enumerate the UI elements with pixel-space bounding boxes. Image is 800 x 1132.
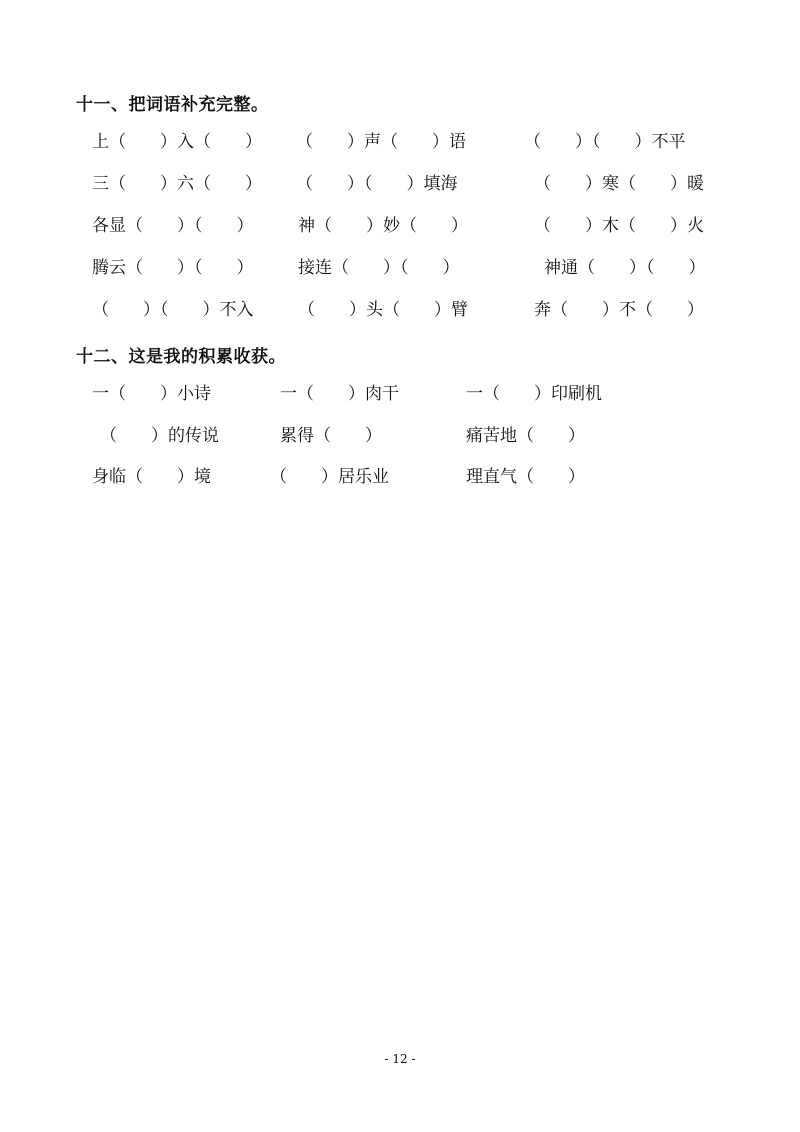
s12-r1-c2: 一（ ）肉干 [280, 384, 399, 404]
s11-r5-c2: （ ）头（ ）臂 [298, 300, 468, 320]
s11-r5-c3: 奔（ ）不（ ） [534, 300, 704, 320]
s11-r1-c1: 上（ ）入（ ） [92, 132, 262, 152]
s12-r3-c1: 身临（ ）境 [92, 467, 211, 487]
s12-r2-c3: 痛苦地（ ） [466, 426, 585, 446]
section-12-title: 十二、这是我的积累收获。 [76, 347, 286, 367]
s11-r2-c2: （ ）（ ）填海 [296, 174, 458, 194]
s11-r4-c3: 神通（ ）（ ） [544, 258, 706, 278]
s11-r2-c3: （ ）寒（ ）暖 [534, 174, 704, 194]
s11-r3-c3: （ ）木（ ）火 [534, 216, 704, 236]
s12-r1-c3: 一（ ）印刷机 [466, 384, 602, 404]
s12-r2-c1: （ ）的传说 [100, 426, 219, 446]
s12-r3-c2: （ ）居乐业 [270, 467, 389, 487]
s11-r2-c1: 三（ ）六（ ） [92, 174, 262, 194]
s11-r4-c2: 接连（ ）（ ） [298, 258, 460, 278]
s11-r5-c1: （ ）（ ）不入 [92, 300, 254, 320]
s11-r3-c2: 神（ ）妙（ ） [298, 216, 468, 236]
s11-r1-c3: （ ）（ ）不平 [524, 132, 686, 152]
s11-r3-c1: 各显（ ）（ ） [92, 216, 254, 236]
s11-r1-c2: （ ）声（ ）语 [296, 132, 466, 152]
s12-r3-c3: 理直气（ ） [466, 467, 585, 487]
s12-r2-c2: 累得（ ） [280, 426, 382, 446]
section-11-title: 十一、把词语补充完整。 [76, 95, 269, 115]
s11-r4-c1: 腾云（ ）（ ） [92, 258, 254, 278]
page-number: - 12 - [384, 1052, 416, 1066]
s12-r1-c1: 一（ ）小诗 [92, 384, 211, 404]
